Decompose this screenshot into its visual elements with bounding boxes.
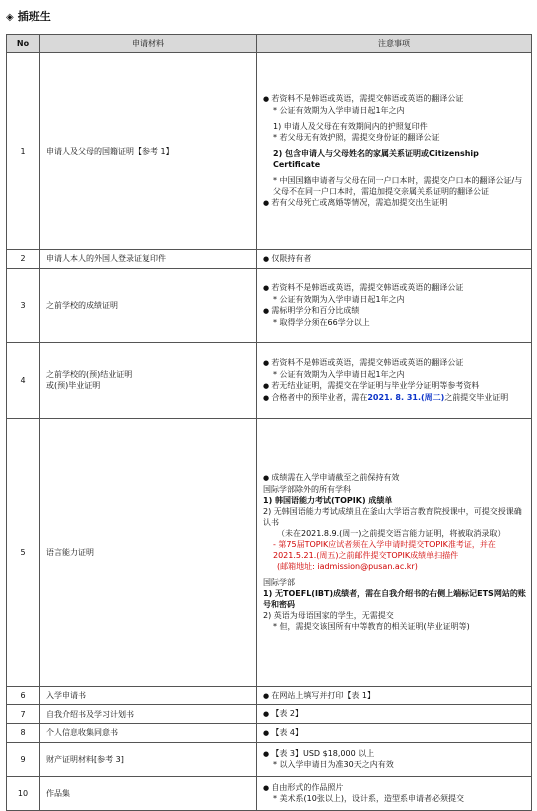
header-no: No [7, 35, 40, 53]
table-row: 5 语言能力证明 ● 成绩需在入学申请截至之前保持有效 国际学部除外的所有学科 1) 韩国语能力考试(TOPIK) 成绩单 2) 无韩国语能力考试成绩且在釜山大学语言教育院授课中，可提交授课确认书 （未在2021.8.9.(周一)之前提交语言能力证明，将被取消录取） - 第75届TOPIK应试者须在入学申请时提交TOPIK准考证，并在2021.5.21.(周五)之前邮件提交TOPIK成绩单扫描件 (邮箱地址: iadmission@pusan.ac.kr) 国际学部 1) 无TOEFL(IBT)成绩者，需在自我介绍书的右侧上端标记ETS网站的账号和密码 2) 英语为母语国家的学生，无需提交 * 但，需提交该国所有中等教育的相关证明(毕业证明等) [7, 418, 532, 686]
table-row [7, 53, 532, 250]
table-row: 3 之前学校的成绩证明 ● 若资料不是韩语或英语，需提交韩语或英语的翻译公证 * 公证有效期为入学申请日起1年之内 ● 需标明学分和百分比成绩 * 取得学分须在66学分以上 [7, 268, 532, 342]
table-row: 6 入学申请书 ● 在网站上填写并打印【表 1】 [7, 686, 532, 705]
diamond-bullet-icon: ◈ [6, 12, 14, 23]
table-row: 4 之前学校的(预)结业证明 或(预)毕业证明 ● 若资料不是韩语或英语，需提交韩语或英语的翻译公证 * 公证有效期为入学申请日起1年之内 ● 若无结业证明，需提交在学证明与毕业学分证明等参考资料 ● 合格者中的预毕业者，需在2021. 8. 31.(周二)之前提交毕业证明 [7, 342, 532, 418]
header-notes: 注意事项 [257, 35, 532, 53]
row-material: 申请人及父母的国籍证明【参考 1】 [40, 53, 257, 250]
table-row: 10 作品集 ● 自由形式的作品照片 * 美术系(10张以上)，设计系，造型系申请者必须提交 [7, 776, 532, 810]
header-material: 申请材料 [40, 35, 257, 53]
row-no: 1 [7, 53, 40, 250]
table-row: 7 自我介绍书及学习计划书 ● 【表 2】 [7, 705, 532, 724]
requirements-table [6, 34, 532, 811]
table-row: 8 个人信息收集同意书 ● 【表 4】 [7, 723, 532, 742]
section-title: ◈ 插班生 [6, 10, 51, 23]
row-notes: ● 若资料不是韩语或英语，需提交韩语或英语的翻译公证 * 公证有效期为入学申请日起1年之内 1) 申请人及父母在有效期间内的护照复印件 * 若父母无有效护照，需提交身份证的翻译公证 2) 包含申请人与父母姓名的家属关系证明或Citizenship Certificate * 中国国籍申请者与父母在同一户口本时，需提交户口本的翻译公证/与父母不在同一户口本时，需追加提交亲属关系证明的翻译公证 ● 若有父母死亡或离婚等情况，需追加提交出生证明 [257, 53, 532, 250]
table-row: 9 财产证明材料[参考 3] ● 【表 3】USD $18,000 以上 * 以入学申请日为准30天之内有效 [7, 742, 532, 776]
table-row: 2 申请人本人的外国人登录证复印件 ● 仅限持有者 [7, 250, 532, 269]
table-header [7, 35, 532, 53]
